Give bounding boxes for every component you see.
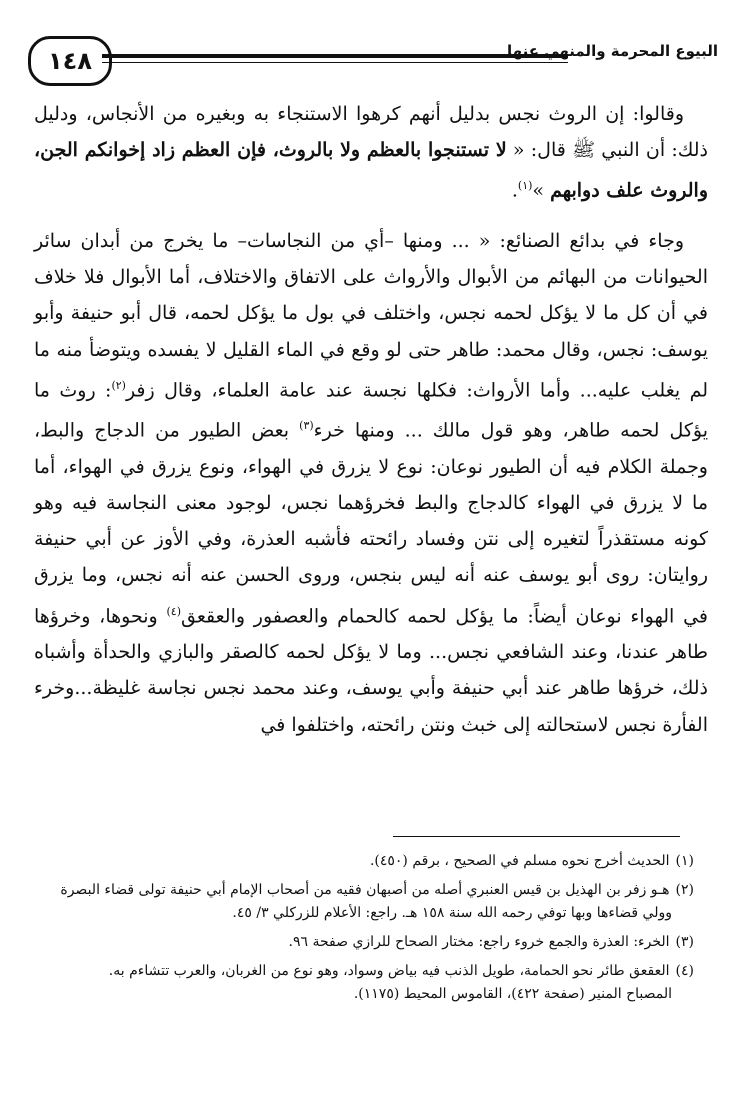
paragraph-text: وقالوا: إن الروث نجس بدليل أنهم كرهوا الاستنجاء به وبغيره من الأنجاس، ودليل ذلك: أن النبي ﷺ قال: « [34, 103, 708, 162]
footnote-text: العقعق طائر نحو الحمامة، طويل الذنب فيه بياض وسواد، وهو نوع من الغربان، والعرب تتشاءم به. [108, 963, 670, 979]
footnote-ref[interactable]: (٤) [166, 604, 181, 618]
header-rule-thick [102, 54, 568, 58]
footnote-continuation: وولي قضاءها وبها توفي رحمه الله سنة ١٥٨ هـ. راجع: الأعلام للزركلي ٣/ ٤٥. [232, 905, 672, 921]
paragraph [34, 96, 708, 209]
footnote [34, 931, 694, 954]
footnote-separator [393, 836, 680, 837]
footnote [34, 960, 694, 1006]
footnote [34, 879, 694, 925]
paragraph-text: » [532, 179, 545, 202]
page-header [28, 36, 718, 96]
paragraph-text: ونحوها، وخرؤها طاهر عندنا، وعند الشافعي نجس... وما لا يؤكل لحمه كالصقر والبازي والحدأة وأشباه ذلك، خرؤها طاهر عند أبي حنيفة وأبي يوسف، وعند محمد نجس نجاسة غليظة...وخرء الفأرة نجس لاستحالته إلى خبث ونتن رائحته، واختلفوا في [34, 604, 708, 736]
paragraph-text: : روث ما يؤكل لحمه طاهر، وهو قول مالك ... ومنها خرء [34, 379, 708, 442]
footnote-ref[interactable]: (١) [517, 179, 533, 193]
footnotes [34, 850, 694, 1012]
running-title: البيوع المحرمة والمنهي عنها [507, 42, 718, 60]
footnote-text: الخرء: العذرة والجمع خروء راجع: مختار الصحاح للرازي صفحة ٩٦. [288, 934, 670, 950]
paragraph-text: وجاء في بدائع الصنائع: « ... ومنها –أي من النجاسات– ما يخرج من أبدان سائر الحيوانات من البهائم من الأبوال والأرواث على الاتفاق والاختلاف، أما الأبوال فلا خلاف في أن كل ما لا يؤكل لحمه نجس، واختلف في بول ما يؤكل لحمه، قال أبو حنيفة وأبو يوسف: نجس، وقال محمد: طاهر حتى لو وقع في الماء القليل لا يفسده ويتوضأ منه ما لم يغلب عليه... وأما الأرواث: فكلها نجسة عند عامة العلماء، وقال زفر [34, 229, 709, 402]
footnote-number: (٣) [675, 934, 694, 950]
page-number: ١٤٨ [28, 36, 112, 86]
hadith-quote: لا تستنجوا بالعظم ولا بالروث، فإن العظم زاد إخوانكم الجن، والروث علف دوابهم [34, 139, 708, 202]
paragraph-text: . [511, 179, 518, 202]
footnote-number: (٢) [675, 882, 694, 898]
paragraph-text: بعض الطيور من الدجاج والبط، وجملة الكلام فيه أن الطيور نوعان: نوع لا يزرق في الهواء، ونوع يزرق في الهواء، أما ما لا يزرق في الهواء كالدجاج والبط فخرؤهما نجس، لوجود معنى النجاسة فيه وهو كونه مستقذراً لتغيره إلى نتن وفساد رائحته فأشبه العذرة، وفي الأوز عن أبي حنيفة روايتان: روى أبو يوسف عنه أنه ليس بنجس، وروى الحسن عنه أنه نجس، وما يزرق في الهواء نوعان أيضاً: ما يؤكل لحمه كالحمام والعصفور والعقعق [34, 419, 708, 627]
footnote [34, 850, 694, 873]
footnote-ref[interactable]: (٣) [299, 419, 314, 433]
paragraph [34, 223, 708, 743]
main-text [34, 96, 708, 743]
header-rule-thin [102, 62, 568, 63]
footnote-continuation: المصباح المنير (صفحة ٤٢٢)، القاموس المحيط (١١٧٥). [353, 986, 672, 1002]
footnote-number: (٤) [675, 963, 694, 979]
footnote-text: هـو زفر بن الهذيل بن قيس العنبري أصله من أصبهان فقيه من أصحاب الإمام أبي حنيفة تولى قضاء البصرة [60, 882, 670, 898]
footnote-text: الحديث أخرج نحوه مسلم في الصحيح ، برقم (٤٥٠). [369, 853, 670, 869]
footnote-ref[interactable]: (٢) [111, 378, 126, 392]
footnote-number: (١) [675, 853, 694, 869]
